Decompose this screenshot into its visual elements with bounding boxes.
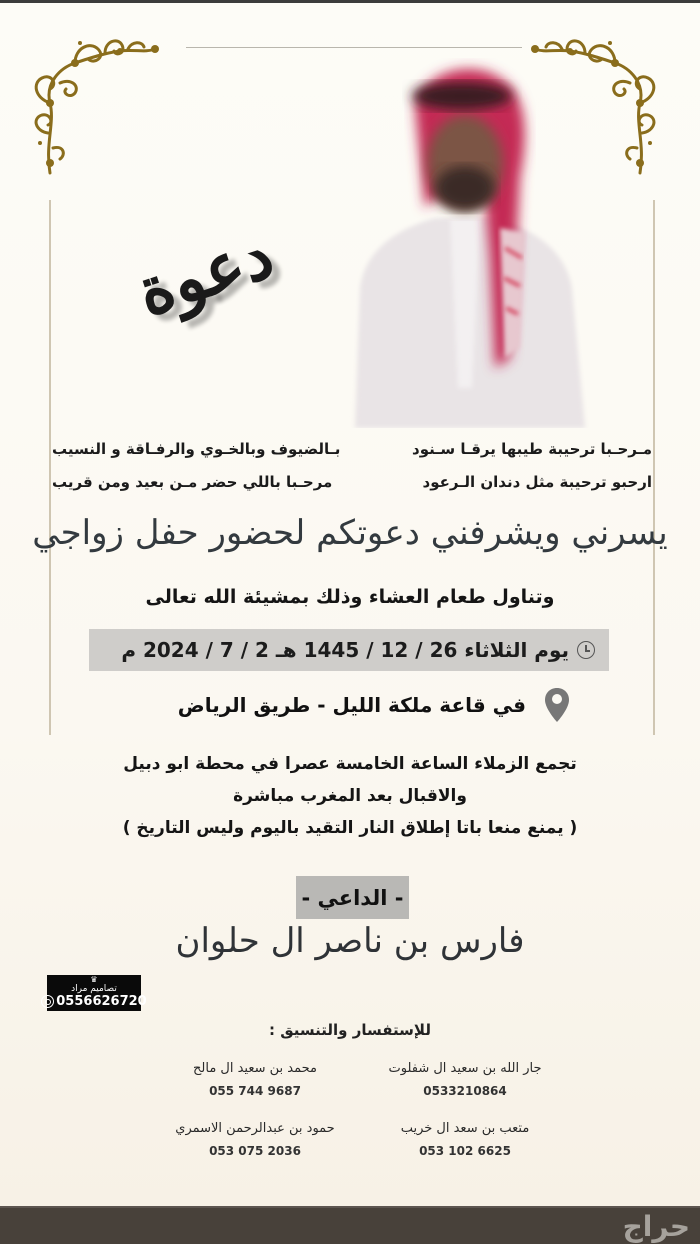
host-name: فارس بن ناصر ال حلوان	[175, 921, 525, 961]
poem-verse: مـرحـبا ترحيبة طيبها يرقـا سـنود بـالضيوف وبالخـوي والرفـاقة و النسيب	[52, 440, 652, 458]
right-border-line	[653, 200, 655, 735]
designer-phone: 0556626720	[47, 994, 141, 1009]
watermark-footer	[0, 1206, 700, 1244]
invitation-card	[0, 3, 700, 1206]
ornament-corner-left-icon	[20, 23, 160, 183]
groom-photo	[340, 58, 590, 428]
note-arrival: والاقبال بعد المغرب مباشرة	[233, 786, 467, 806]
contact-item: محمد بن سعيد ال مالح 055 744 9687	[193, 1061, 317, 1098]
contact-item: متعب بن سعد ال خريب 053 102 6625	[400, 1121, 530, 1158]
event-venue: في قاعة ملكة الليل - طريق الرياض	[140, 683, 570, 727]
poem-verse: ارحبو ترحيبة مثل دندان الـرعود مرحـبا باللي حضر مـن بعيد ومن قريب	[52, 473, 652, 491]
top-divider	[186, 47, 522, 48]
contact-list	[150, 1058, 570, 1162]
contact-item: جار الله بن سعيد ال شفلوت 0533210864	[388, 1061, 542, 1098]
event-date: يوم الثلاثاء 26 / 12 / 1445 هـ 2 / 7 / 2024 م	[89, 629, 609, 671]
note-warning: ( يمنع منعا باتا إطلاق النار التقيد باليوم وليس التاريخ )	[122, 818, 578, 838]
invitation-headline: يسرني ويشرفني دعوتكم لحضور حفل زواجي	[32, 513, 668, 553]
inquiry-title: للإستفسار والتنسيق :	[269, 1021, 431, 1039]
crown-icon: ♛	[90, 975, 98, 984]
haraj-logo: حراج	[622, 1210, 690, 1243]
dawa-calligraphy-logo: دعوة	[127, 214, 283, 332]
whatsapp-icon	[41, 995, 54, 1008]
clock-icon	[577, 641, 595, 659]
event-notes	[0, 748, 700, 844]
designer-badge	[47, 975, 147, 1011]
dinner-line: وتناول طعام العشاء وذلك بمشيئة الله تعالى	[145, 586, 555, 608]
designer-name: تصاميم مراد	[71, 984, 117, 994]
contact-item: حمود بن عبدالرحمن الاسمري 053 075 2036	[175, 1121, 335, 1158]
host-label: - الداعي -	[296, 876, 409, 919]
note-gathering: تجمع الزملاء الساعة الخامسة عصرا في محطة ابو دبيل	[123, 754, 577, 774]
welcome-poem	[52, 433, 652, 499]
location-pin-icon	[544, 687, 570, 723]
left-border-line	[49, 200, 51, 735]
